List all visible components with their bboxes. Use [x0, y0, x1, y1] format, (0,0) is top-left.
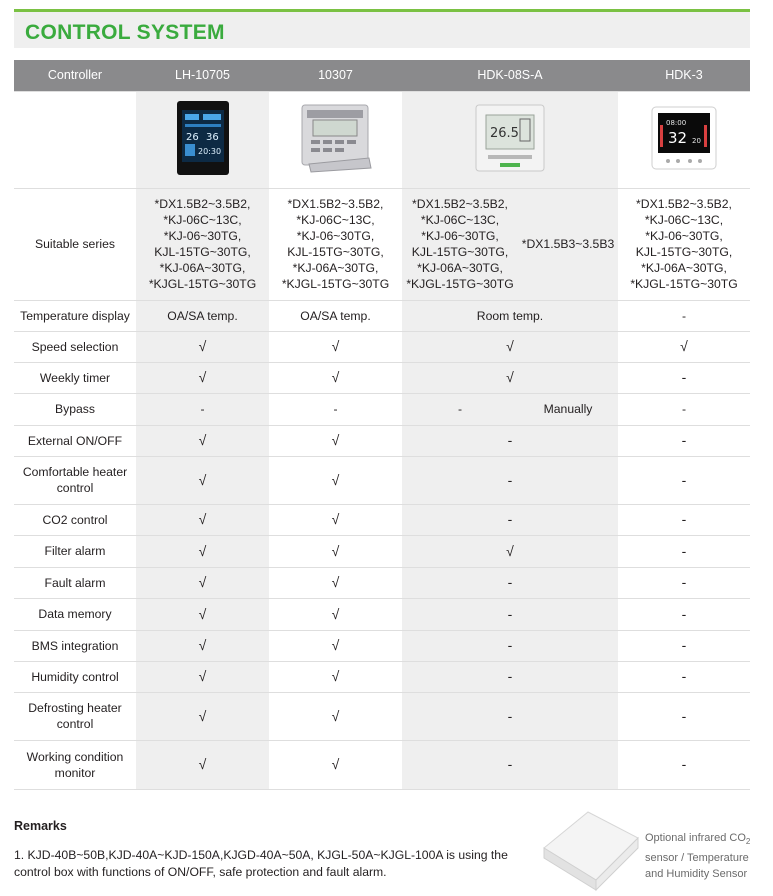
- series-line: *KJ-06~30TG,: [163, 229, 242, 243]
- series-line: *KJGL-15TG~30TG: [148, 277, 257, 291]
- row-label-line: CO2 control: [42, 512, 108, 527]
- feature-row: [14, 504, 750, 535]
- value-cell: OA/SA temp.: [269, 300, 402, 331]
- value-cell: [136, 630, 269, 661]
- series-line: *KJGL-15TG~30TG: [630, 277, 738, 291]
- feature-row: [14, 331, 750, 362]
- value-cell: [269, 661, 402, 692]
- feature-row: [14, 456, 750, 504]
- value-cell: [618, 504, 750, 535]
- 10307-wired-controller-icon: [299, 102, 373, 178]
- value-cell: [269, 598, 402, 630]
- value-mark: -: [681, 369, 687, 385]
- value-cell: [402, 567, 618, 598]
- value-cell: [136, 598, 269, 630]
- value-cell: [618, 362, 750, 393]
- hdk3-reading: 32: [668, 128, 688, 147]
- series-cell: [136, 188, 269, 300]
- series-cell: [618, 188, 750, 300]
- value-cell: [618, 425, 750, 456]
- value-mark: -: [507, 511, 513, 527]
- series-line: *KJ-06~30TG,: [296, 229, 375, 243]
- series-line: *DX1.5B2~3.5B2,: [287, 197, 384, 211]
- row-label: [14, 661, 136, 692]
- series-line: *KJ-06C~13C,: [644, 213, 724, 227]
- value-mark: √: [331, 338, 340, 354]
- value-mark: √: [506, 542, 514, 559]
- page-title: CONTROL SYSTEM: [25, 21, 225, 44]
- row-label-line: Data memory: [38, 607, 112, 621]
- value-cell: [402, 393, 618, 425]
- value-cell: -: [618, 393, 750, 425]
- series-line: KJL-15TG~30TG,: [635, 245, 733, 259]
- caption-text: Optional infrared CO: [645, 832, 746, 844]
- value-mark: √: [198, 338, 207, 354]
- feature-row: [14, 661, 750, 692]
- series-sub: [402, 196, 518, 292]
- value-cell: [618, 598, 750, 630]
- device-cell: [618, 91, 750, 188]
- series-cell: [269, 188, 402, 300]
- row-label-line: Working condition: [26, 749, 124, 764]
- row-label-line: monitor: [54, 765, 96, 780]
- series-line: KJL-15TG~30TG,: [411, 245, 509, 259]
- value-cell: [269, 535, 402, 567]
- value-mark: -: [681, 756, 687, 772]
- hdk3-side-reading: 20: [692, 136, 701, 145]
- series-line: *KJ-06~30TG,: [421, 229, 499, 243]
- series-line: *DX1.5B2~3.5B2,: [412, 197, 508, 211]
- series-line: *DX1.5B2~3.5B2,: [154, 197, 251, 211]
- col-header: LH-10705: [136, 60, 269, 91]
- value-cell: [269, 425, 402, 456]
- feature-row: [14, 630, 750, 661]
- value-mark: √: [506, 369, 514, 385]
- col-header: Controller: [14, 60, 136, 91]
- value-mark: √: [331, 542, 340, 559]
- row-label-line: control: [56, 717, 94, 731]
- sensor-caption: [645, 830, 765, 882]
- value-mark: √: [331, 707, 340, 724]
- series-line: *KJ-06C~13C,: [163, 213, 242, 227]
- value-cell: OA/SA temp.: [136, 300, 269, 331]
- series-line: *DX1.5B3~3.5B3: [521, 237, 615, 251]
- value-mark: -: [681, 574, 687, 590]
- value-cell: [136, 692, 269, 740]
- value-cell: [618, 661, 750, 692]
- title-bar: [14, 9, 750, 48]
- value-cell: [402, 692, 618, 740]
- value-cell: [136, 535, 269, 567]
- value-cell: [618, 740, 750, 789]
- remarks-title: Remarks: [14, 819, 67, 833]
- series-line: KJL-15TG~30TG,: [154, 245, 251, 259]
- value-mark: √: [680, 338, 688, 354]
- value-mark: √: [331, 432, 340, 448]
- value-cell: [618, 456, 750, 504]
- value-mark: -: [507, 471, 513, 488]
- value-mark: √: [198, 471, 207, 488]
- row-label-line: Weekly timer: [39, 370, 111, 385]
- value-cell: [402, 331, 618, 362]
- remarks-text: 1. KJD-40B~50B,KJD-40A~KJD-150A,KJGD-40A~50A, KJGL-50A~KJGL-100A is using the control box with functions of ON/OFF, safe protection and fault alarm.: [14, 848, 508, 879]
- value-mark: -: [507, 637, 513, 653]
- caption-text: and Humidity Sensor: [645, 868, 748, 881]
- row-label-line: Filter alarm: [44, 544, 106, 558]
- value-cell: -: [618, 300, 750, 331]
- caption-subscript: 2: [745, 837, 751, 847]
- caption-text: sensor / Temperature: [645, 852, 749, 865]
- series-line: *KJ-06A~30TG,: [641, 261, 727, 275]
- row-label-line: Fault alarm: [44, 575, 106, 590]
- row-label-line: control: [56, 481, 94, 495]
- series-line: *DX1.5B2~3.5B2,: [636, 197, 732, 211]
- panel-clock: 20:30: [197, 146, 221, 156]
- empty-cell: [14, 91, 136, 188]
- value-cell: [618, 331, 750, 362]
- row-label: [14, 567, 136, 598]
- value-mark: √: [331, 637, 340, 653]
- value-cell: [402, 598, 618, 630]
- co2-sensor-icon: [540, 808, 640, 894]
- hdk3-clock: 08:00: [666, 118, 687, 127]
- series-line: *KJGL-15TG~30TG: [406, 277, 514, 291]
- lh-10705-touch-panel-icon: [176, 100, 230, 180]
- header-row: [14, 60, 750, 91]
- row-label: Bypass: [14, 393, 136, 425]
- value-cell: [402, 456, 618, 504]
- value-sub: -: [457, 402, 463, 416]
- row-label: [14, 425, 136, 456]
- series-cell: [402, 188, 618, 300]
- value-mark: √: [331, 574, 340, 590]
- row-label-line: Humidity control: [31, 669, 119, 684]
- value-mark: -: [681, 637, 687, 653]
- value-cell: -: [269, 393, 402, 425]
- value-cell: [269, 331, 402, 362]
- feature-row: [14, 425, 750, 456]
- row-label: [14, 456, 136, 504]
- value-cell: [136, 456, 269, 504]
- value-mark: √: [331, 471, 340, 488]
- value-mark: -: [681, 542, 687, 559]
- value-mark: √: [198, 574, 207, 590]
- row-label: Suitable series: [14, 188, 136, 300]
- hdk08-reading: 26.5: [490, 125, 519, 141]
- value-mark: -: [681, 605, 687, 622]
- value-mark: -: [507, 605, 513, 622]
- series-line: *KJ-06A~30TG,: [292, 261, 379, 275]
- value-mark: -: [507, 574, 513, 590]
- value-mark: √: [331, 511, 340, 527]
- image-row: [14, 91, 750, 188]
- value-cell: [269, 740, 402, 789]
- value-cell: [136, 661, 269, 692]
- row-label: [14, 598, 136, 630]
- series-line: *KJGL-15TG~30TG: [281, 277, 390, 291]
- series-line: *KJ-06~30TG,: [645, 229, 723, 243]
- value-mark: √: [331, 756, 340, 772]
- remarks: [14, 818, 534, 881]
- value-mark: √: [198, 637, 207, 653]
- value-cell: [269, 630, 402, 661]
- value-cell: [618, 630, 750, 661]
- value-cell: [136, 740, 269, 789]
- value-mark: -: [681, 471, 687, 488]
- value-sub: Manually: [543, 402, 593, 416]
- series-line: *KJ-06C~13C,: [420, 213, 500, 227]
- device-cell: [136, 91, 269, 188]
- value-cell: [136, 425, 269, 456]
- feature-row: [14, 362, 750, 393]
- panel-reading-b: 36: [205, 131, 219, 143]
- value-mark: √: [198, 369, 207, 385]
- row-label-line: External ON/OFF: [27, 433, 123, 448]
- value-mark: -: [681, 432, 687, 448]
- value-cell: [269, 504, 402, 535]
- row-label-line: BMS integration: [31, 638, 119, 653]
- value-cell: [269, 362, 402, 393]
- value-mark: -: [681, 511, 687, 527]
- value-cell: [402, 535, 618, 567]
- value-mark: -: [507, 668, 513, 684]
- series-line: *KJ-06A~30TG,: [159, 261, 246, 275]
- value-mark: -: [507, 756, 513, 772]
- value-cell: [269, 692, 402, 740]
- value-mark: √: [198, 432, 207, 448]
- value-cell: [618, 567, 750, 598]
- value-mark: √: [331, 369, 340, 385]
- value-cell: [618, 535, 750, 567]
- row-label: [14, 504, 136, 535]
- feature-row: [14, 692, 750, 740]
- row-label: [14, 630, 136, 661]
- row-label: Temperature display: [14, 300, 136, 331]
- value-cell: [618, 692, 750, 740]
- value-mark: √: [506, 338, 514, 354]
- value-mark: √: [198, 668, 207, 684]
- value-mark: √: [198, 707, 207, 724]
- panel-reading-a: 26: [185, 131, 199, 143]
- value-cell: Room temp.: [402, 300, 618, 331]
- series-line: KJL-15TG~30TG,: [287, 245, 384, 259]
- value-cell: [136, 362, 269, 393]
- row-label: [14, 740, 136, 789]
- feature-row: [14, 535, 750, 567]
- value-mark: √: [331, 605, 340, 622]
- device-cell: [269, 91, 402, 188]
- value-mark: √: [331, 668, 340, 684]
- value-cell: [402, 661, 618, 692]
- value-cell: [402, 362, 618, 393]
- row-label: [14, 535, 136, 567]
- hdk-08s-a-thermostat-icon: [474, 103, 546, 177]
- col-header: HDK-3: [618, 60, 750, 91]
- value-cell: [269, 456, 402, 504]
- hdk-3-thermostat-icon: [650, 105, 718, 175]
- row-label-line: Comfortable heater: [22, 465, 128, 479]
- value-mark: -: [507, 432, 513, 448]
- device-cell: [402, 91, 618, 188]
- value-cell: [136, 567, 269, 598]
- value-mark: √: [198, 605, 207, 622]
- value-mark: √: [198, 756, 207, 772]
- feature-row: [14, 740, 750, 789]
- value-cell: -: [136, 393, 269, 425]
- row-label: [14, 331, 136, 362]
- feature-row: [14, 567, 750, 598]
- value-mark: -: [507, 707, 513, 724]
- feature-row: [14, 598, 750, 630]
- value-cell: [402, 425, 618, 456]
- value-mark: √: [198, 511, 207, 527]
- value-mark: √: [198, 542, 207, 559]
- value-mark: -: [681, 668, 687, 684]
- value-cell: [269, 567, 402, 598]
- col-header: HDK-08S-A: [402, 60, 618, 91]
- row-label: [14, 362, 136, 393]
- series-line: *KJ-06A~30TG,: [417, 261, 503, 275]
- value-cell: [136, 331, 269, 362]
- value-cell: [402, 740, 618, 789]
- temperature-display-row: [14, 300, 750, 331]
- bypass-row: [14, 393, 750, 425]
- row-label: [14, 692, 136, 740]
- value-cell: [402, 630, 618, 661]
- value-cell: [402, 504, 618, 535]
- series-line: *KJ-06C~13C,: [296, 213, 375, 227]
- col-header: 10307: [269, 60, 402, 91]
- spec-table: [14, 60, 750, 790]
- value-cell: [136, 504, 269, 535]
- row-label-line: Speed selection: [31, 339, 119, 354]
- suitable-series-row: [14, 188, 750, 300]
- value-mark: -: [681, 707, 687, 724]
- row-label-line: Defrosting heater: [28, 701, 122, 715]
